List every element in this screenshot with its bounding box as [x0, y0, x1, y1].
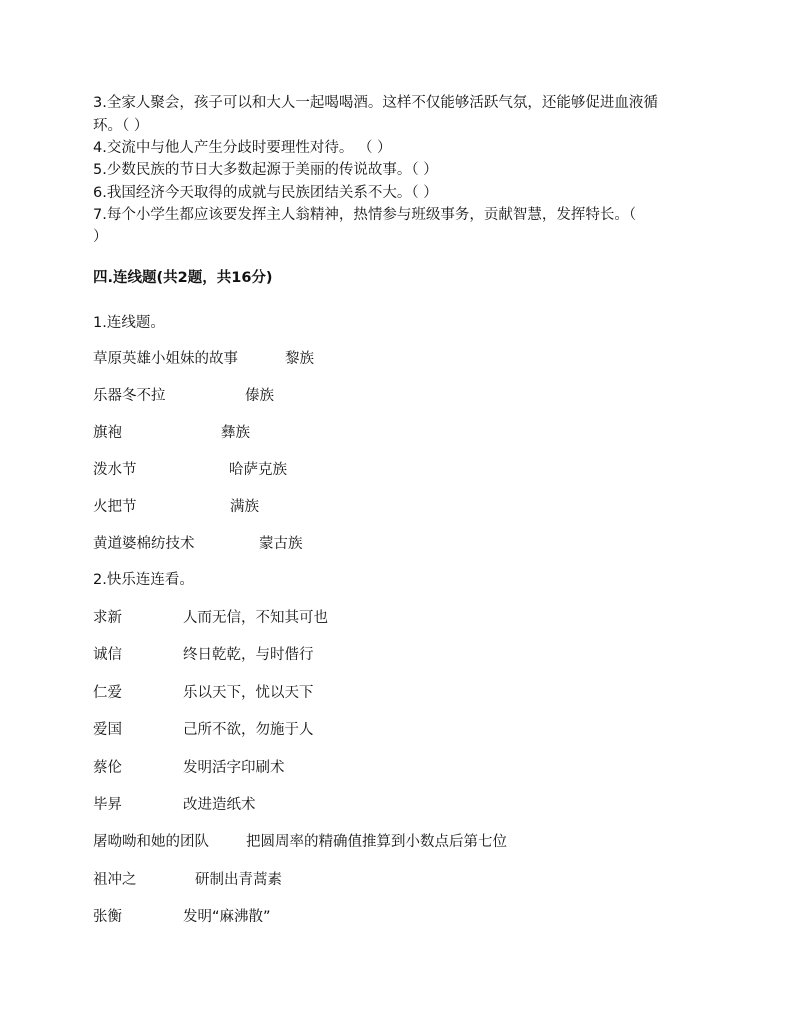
question-6: 6.我国经济今天取得的成就与民族团结关系不大。（ ） [93, 185, 438, 201]
matching-row [0, 384, 794, 404]
matching-right-item: 满族 [230, 499, 259, 515]
matching-row [0, 606, 794, 626]
matching-row [0, 868, 794, 888]
question-5: 5.少数民族的节日大多数起源于美丽的传说故事。（ ） [93, 162, 438, 178]
matching-left-item: 黄道婆棉纺技术 [93, 536, 195, 552]
matching-row [0, 458, 794, 478]
matching-left-item: 诚信 [93, 647, 122, 663]
matching-row [0, 681, 794, 701]
matching-row [0, 532, 794, 552]
question-7-line-2: ） [93, 229, 108, 245]
matching-left-item: 毕昇 [93, 797, 122, 813]
matching-row [0, 421, 794, 441]
question-7-line-1: 7.每个小学生都应该要发挥主人翁精神，热情参与班级事务，贡献智慧，发挥特长。（ [93, 207, 637, 223]
matching-left-item: 乐器冬不拉 [93, 388, 166, 404]
matching-left-item: 张衡 [93, 909, 122, 925]
matching-row [0, 643, 794, 663]
matching-left-item: 求新 [93, 610, 122, 626]
matching-right-item: 彝族 [221, 425, 250, 441]
matching-left-item: 火把节 [93, 499, 137, 515]
matching-right-item: 终日乾乾，与时偕行 [183, 647, 314, 663]
matching-right-item: 傣族 [245, 388, 274, 404]
question-4: 4.交流中与他人产生分歧时要理性对待。 （ ） [93, 140, 392, 156]
matching-row [0, 756, 794, 776]
matching-row [0, 793, 794, 813]
matching-right-item: 蒙古族 [259, 536, 303, 552]
matching-question-1-title: 1.连线题。 [93, 315, 165, 331]
matching-left-item: 蔡伦 [93, 760, 122, 776]
matching-right-item: 研制出青蒿素 [195, 872, 282, 888]
matching-right-item: 把圆周率的精确值推算到小数点后第七位 [246, 834, 507, 850]
matching-right-item: 乐以天下，忧以天下 [183, 685, 314, 701]
matching-left-item: 泼水节 [93, 462, 137, 478]
matching-left-item: 仁爱 [93, 685, 122, 701]
matching-left-item: 屠呦呦和她的团队 [93, 834, 209, 850]
matching-row [0, 905, 794, 925]
matching-left-item: 祖冲之 [93, 872, 137, 888]
matching-right-item: 发明“麻沸散” [183, 909, 271, 925]
matching-right-item: 哈萨克族 [229, 462, 287, 478]
matching-row [0, 495, 794, 515]
matching-question-2-title: 2.快乐连连看。 [93, 572, 194, 588]
question-3-line-2: 环。（ ） [93, 118, 149, 134]
matching-right-item: 人而无信，不知其可也 [183, 610, 328, 626]
matching-right-item: 己所不欲，勿施于人 [183, 722, 314, 738]
matching-right-item: 改进造纸术 [183, 797, 256, 813]
section-heading: 四.连线题(共2题，共16分) [93, 270, 273, 286]
matching-row [0, 830, 794, 850]
matching-right-item: 黎族 [285, 351, 314, 367]
matching-row [0, 347, 794, 367]
matching-row [0, 718, 794, 738]
matching-left-item: 草原英雄小姐妹的故事 [93, 351, 238, 367]
matching-right-item: 发明活字印刷术 [183, 760, 285, 776]
matching-left-item: 旗袍 [93, 425, 122, 441]
question-3-line-1: 3.全家人聚会，孩子可以和大人一起喝喝酒。这样不仅能够活跃气氛，还能够促进血液循 [93, 95, 658, 111]
matching-left-item: 爱国 [93, 722, 122, 738]
